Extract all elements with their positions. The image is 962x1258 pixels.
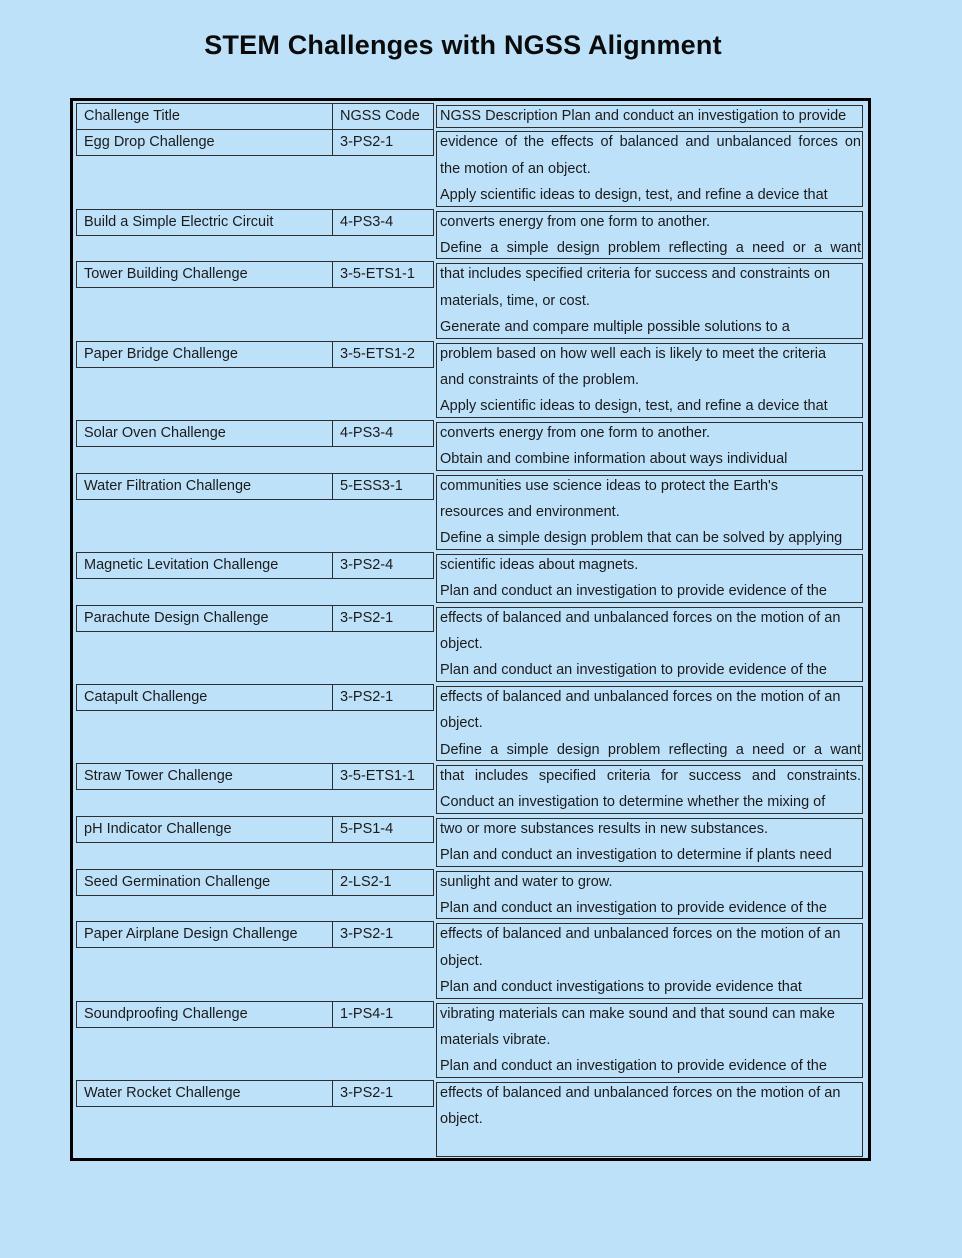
description-line: Define a simple design problem reflecting a need or a want <box>440 240 861 256</box>
ngss-code-cell: 3-PS2-1 <box>332 129 434 156</box>
ngss-code-cell: 3-5-ETS1-2 <box>332 341 434 368</box>
description-line: scientific ideas about magnets. <box>440 556 639 573</box>
description-line: materials, time, or cost. <box>440 292 590 309</box>
description-line: vibrating materials can make sound and that sound can make <box>440 1005 835 1022</box>
description-line: Plan and conduct an investigation to determine if plants need <box>440 847 832 864</box>
description-line: sunlight and water to grow. <box>440 873 613 890</box>
description-line: Plan and conduct investigations to provide evidence that <box>440 979 802 996</box>
ngss-code-cell: 4-PS3-4 <box>332 209 434 236</box>
challenge-title-cell: Straw Tower Challenge <box>76 763 333 790</box>
description-line: that includes specified criteria for success and constraints on <box>440 266 831 283</box>
description-line: Conduct an investigation to determine whether the mixing of <box>440 794 826 811</box>
header-cell-challenge-title: Challenge Title <box>76 103 333 130</box>
challenge-title-cell: Seed Germination Challenge <box>76 869 333 896</box>
description-line: object. <box>440 952 483 969</box>
challenge-title-cell: Solar Oven Challenge <box>76 420 333 447</box>
ngss-alignment-table <box>70 98 871 1161</box>
challenge-title-cell: Egg Drop Challenge <box>76 129 333 156</box>
description-line: object. <box>440 636 483 652</box>
description-line: Plan and conduct an investigation to provide evidence of the <box>440 583 827 600</box>
description-line: effects of balanced and unbalanced forces on the motion of an <box>440 609 841 626</box>
description-line: Define a simple design problem that can be solved by applying <box>440 530 843 547</box>
challenge-title-cell: Paper Airplane Design Challenge <box>76 921 333 948</box>
ngss-code-cell: 3-PS2-4 <box>332 552 434 579</box>
ngss-code-cell: 3-5-ETS1-1 <box>332 261 434 288</box>
description-line: problem based on how well each is likely to meet the criteria <box>440 345 827 362</box>
description-line: two or more substances results in new substances. <box>440 820 769 837</box>
ngss-code-cell: 5-ESS3-1 <box>332 473 434 500</box>
description-line: communities use science ideas to protect the Earth's <box>440 477 779 494</box>
ngss-code-cell: 5-PS1-4 <box>332 816 434 843</box>
challenge-title-cell: Water Filtration Challenge <box>76 473 333 500</box>
description-line: evidence of the effects of balanced and unbalanced forces on <box>440 134 861 151</box>
description-line: resources and environment. <box>440 504 620 520</box>
description-line: Apply scientific ideas to design, test, and refine a device that <box>440 187 828 204</box>
ngss-code-cell: 3-PS2-1 <box>332 605 434 632</box>
ngss-code-cell: 2-LS2-1 <box>332 869 434 896</box>
description-line: Apply scientific ideas to design, test, and refine a device that <box>440 398 828 415</box>
ngss-code-cell: 1-PS4-1 <box>332 1001 434 1028</box>
challenge-title-cell: pH Indicator Challenge <box>76 816 333 843</box>
challenge-title-cell: Water Rocket Challenge <box>76 1080 333 1107</box>
description-line: that includes specified criteria for success and constraints. <box>440 768 861 784</box>
description-line: Obtain and combine information about ways individual <box>440 451 788 468</box>
challenge-title-cell: Parachute Design Challenge <box>76 605 333 632</box>
challenge-title-cell: Catapult Challenge <box>76 684 333 711</box>
description-line: and constraints of the problem. <box>440 372 640 388</box>
challenge-title-cell: Build a Simple Electric Circuit <box>76 209 333 236</box>
description-line: Plan and conduct an investigation to provide evidence of the <box>440 662 827 679</box>
ngss-code-cell: 3-PS2-1 <box>332 1080 434 1107</box>
ngss-code-cell: 3-PS2-1 <box>332 921 434 948</box>
description-line: converts energy from one form to another. <box>440 424 710 441</box>
description-line: the motion of an object. <box>440 160 591 177</box>
description-line: materials vibrate. <box>440 1032 551 1048</box>
page-title: STEM Challenges with NGSS Alignment <box>204 30 722 60</box>
challenge-title-cell: Paper Bridge Challenge <box>76 341 333 368</box>
header-cell-ngss-code: NGSS Code <box>332 103 434 130</box>
description-line: Plan and conduct an investigation to provide evidence of the <box>440 900 827 916</box>
description-line: object. <box>440 715 483 732</box>
ngss-code-cell: 4-PS3-4 <box>332 420 434 447</box>
challenge-title-cell: Magnetic Levitation Challenge <box>76 552 333 579</box>
description-line: effects of balanced and unbalanced forces on the motion of an <box>440 688 841 705</box>
challenge-title-cell: Tower Building Challenge <box>76 261 333 288</box>
ngss-code-cell: 3-PS2-1 <box>332 684 434 711</box>
description-line: Define a simple design problem reflecting a need or a want <box>440 741 861 758</box>
description-line: effects of balanced and unbalanced forces on the motion of an <box>440 1084 841 1101</box>
description-line: object. <box>440 1111 483 1128</box>
description-line: effects of balanced and unbalanced forces on the motion of an <box>440 926 841 943</box>
description-line: converts energy from one form to another. <box>440 213 710 230</box>
description-line: Generate and compare multiple possible solutions to a <box>440 319 790 336</box>
description-line: NGSS Description Plan and conduct an investigation to provide <box>440 108 847 124</box>
challenge-title-cell: Soundproofing Challenge <box>76 1001 333 1028</box>
description-line: Plan and conduct an investigation to provide evidence of the <box>440 1058 827 1075</box>
ngss-code-cell: 3-5-ETS1-1 <box>332 763 434 790</box>
